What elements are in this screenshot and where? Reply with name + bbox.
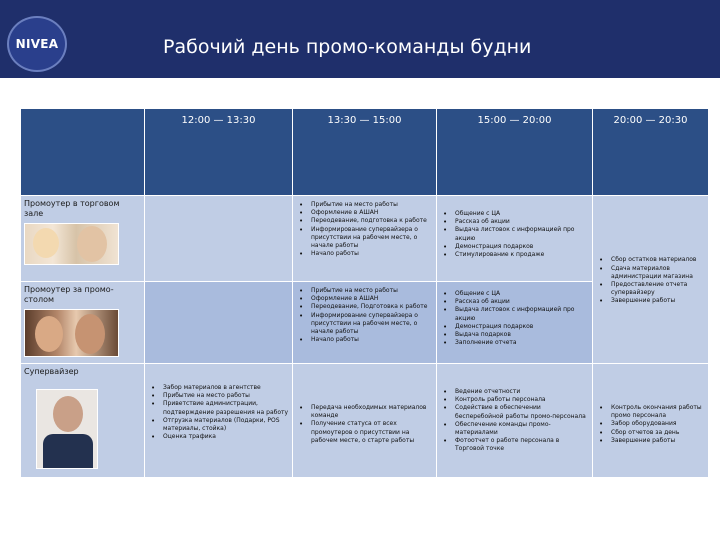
cell-tasks	[293, 282, 437, 364]
role-cell	[21, 282, 145, 364]
list-item: • Получение статуса от всех промоутеров о присутствии на рабочем месте, о старте работы	[298, 420, 433, 445]
list-item: • Заполнение отчета	[442, 339, 589, 347]
column-header-2: 13:30 — 15:00	[293, 109, 437, 196]
list-item: • Информирование супервайзера о присутствии на рабочем месте, о начале работы	[298, 226, 433, 251]
list-item: • Демонстрация подарков	[442, 323, 589, 331]
cell-tasks	[293, 196, 437, 282]
table-row	[21, 364, 709, 478]
column-header-4: 20:00 — 20:30	[593, 109, 709, 196]
task-list	[442, 210, 589, 259]
list-item: • Предоставление отчета супервайзеру	[598, 281, 705, 297]
list-item: • Начало работы	[298, 250, 433, 258]
list-item: • Информирование супервайзера о присутствии на рабочем месте, о начале работы	[298, 312, 433, 337]
column-header-3: 15:00 — 20:00	[437, 109, 593, 196]
cell-tasks	[293, 364, 437, 478]
list-item: • Контроль работы персонала	[442, 396, 589, 404]
list-item: • Сбор остатков материалов	[598, 256, 705, 264]
list-item: • Прибытие на место работы	[150, 392, 289, 400]
cell-empty	[145, 282, 293, 364]
promoter-photo	[24, 309, 119, 357]
list-item: • Рассказ об акции	[442, 218, 589, 226]
cell-empty	[145, 196, 293, 282]
task-list	[298, 404, 433, 445]
list-item: • Завершение работы	[598, 297, 705, 305]
task-list	[298, 201, 433, 258]
role-label: Промоутер в торговом зале	[24, 199, 120, 218]
task-list	[598, 404, 705, 445]
cell-tasks	[593, 364, 709, 478]
task-list	[150, 384, 289, 441]
cell-tasks	[437, 282, 593, 364]
list-item: • Общение с ЦА	[442, 210, 589, 218]
list-item: • Оформление в АШАН	[298, 295, 433, 303]
list-item: • Стимулирование к продаже	[442, 251, 589, 259]
task-list	[442, 290, 589, 347]
list-item: • Фотоотчет о работе персонала в Торговой точке	[442, 437, 589, 453]
list-item: • Отгрузка материалов (Подарки, POS материалы, стойка)	[150, 417, 289, 433]
supervisor-photo	[36, 389, 98, 469]
cell-tasks-merged	[593, 196, 709, 364]
page-title: Рабочий день промо-команды будни	[163, 36, 532, 58]
list-item: • Оформление в АШАН	[298, 209, 433, 217]
list-item: • Рассказ об акции	[442, 298, 589, 306]
list-item: • Выдача листовок с информацией про акцию	[442, 306, 589, 322]
nivea-logo	[7, 16, 67, 72]
cell-tasks	[437, 196, 593, 282]
role-cell	[21, 196, 145, 282]
list-item: • Сдача материалов администрации магазина	[598, 265, 705, 281]
table-row	[21, 196, 709, 282]
table-header-row	[21, 109, 709, 196]
list-item: • Обеспечение команды промо-материалами	[442, 421, 589, 437]
nivea-logo-text: NIVEA	[15, 37, 59, 51]
task-list	[598, 256, 705, 305]
list-item: • Прибытие на место работы	[298, 201, 433, 209]
list-item: • Контроль окончания работы промо персонала	[598, 404, 705, 420]
list-item: • Общение с ЦА	[442, 290, 589, 298]
cell-tasks	[437, 364, 593, 478]
cell-tasks	[145, 364, 293, 478]
list-item: • Ведение отчетности	[442, 388, 589, 396]
list-item: • Переодевание, подготовка к работе	[298, 217, 433, 225]
promoter-photo	[24, 223, 119, 265]
task-list	[442, 388, 589, 454]
column-header-1: 12:00 — 13:30	[145, 109, 293, 196]
list-item: • Оценка трафика	[150, 433, 289, 441]
list-item: • Сбор отчетов за день	[598, 429, 705, 437]
task-list	[298, 287, 433, 344]
column-header-empty	[21, 109, 145, 196]
schedule-table	[20, 108, 709, 478]
list-item: • Содействие в обеспечении бесперебойной работы промо-персонала	[442, 404, 589, 420]
list-item: • Передача необходимых материалов команде	[298, 404, 433, 420]
list-item: • Прибытие на место работы	[298, 287, 433, 295]
list-item: • Забор оборудования	[598, 420, 705, 428]
list-item: • Выдача листовок с информацией про акцию	[442, 226, 589, 242]
list-item: • Завершение работы	[598, 437, 705, 445]
list-item: • Демонстрация подарков	[442, 243, 589, 251]
role-label: Супервайзер	[24, 367, 79, 376]
list-item: • Приветствие администрации, подтверждение разрешения на работу	[150, 400, 289, 416]
slide-header	[0, 0, 720, 78]
role-label: Промоутер за промо-столом	[24, 285, 114, 304]
list-item: • Начало работы	[298, 336, 433, 344]
list-item: • Переодевание, Подготовка к работе	[298, 303, 433, 311]
list-item: • Забор материалов в агентстве	[150, 384, 289, 392]
role-cell	[21, 364, 145, 478]
list-item: • Выдача подарков	[442, 331, 589, 339]
